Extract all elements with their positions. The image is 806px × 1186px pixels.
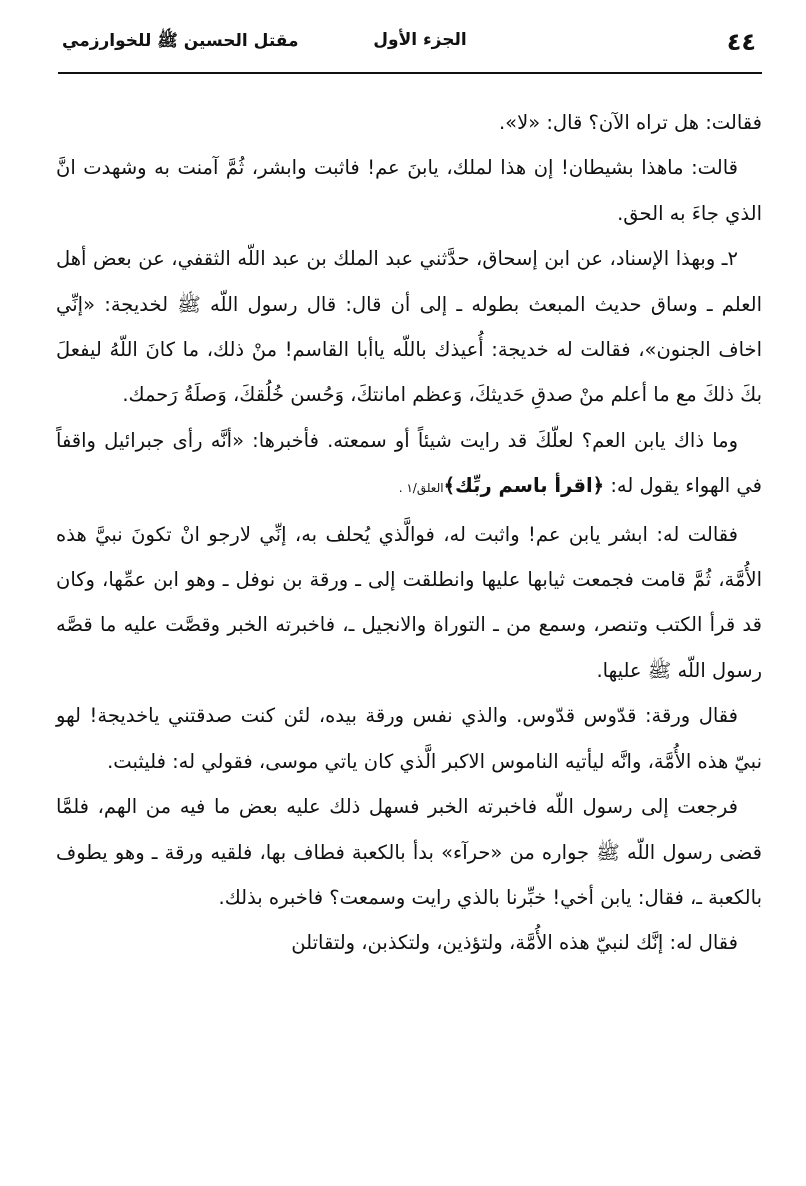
header-rule (58, 72, 762, 74)
verse-reference: العلق/١ . (398, 481, 444, 496)
paragraph-6: فقال ورقة: قدّوس قدّوس. والذي نفس ورقة بيده، لئن كنت صدقتني ياخديجة! لهو نبيّ هذه الأُمَّة، وانَّه ليأتيه الناموس الاكبر الَّذي كان ياتي موسى، فقولي له: فليثبت. (56, 704, 762, 773)
book-title: مقتل الحسين ﷺ للخوارزمي (62, 31, 299, 51)
paragraph-1: فقالت: هل تراه الآن؟ قال: «لا». (498, 111, 762, 134)
part-title: الجزء الأول (373, 30, 467, 50)
page-header (58, 28, 762, 72)
paragraph-3: ٢ـ وبهذا الإسناد، عن ابن إسحاق، حدَّثني عبد الملك بن عبد اللّه الثقفي، عن بعض أهل العلم ـ وساق حديث المبعث بطوله ـ إلى أن قال: قال رسول اللّه ﷺ لخديجة: «إنِّي اخاف الجنون»، فقالت له خديجة: أُعيذك باللّه ياأبا القاسم! منْ ذلك، ما كانَ اللّهُ ليفعلَ بكَ ذلكَ مع ما أعلم منْ صدقِ حَديثكَ، وَعظم امانتكَ، وَحُسن خُلُقكَ، وَصلَةُ رَحمك. (56, 247, 762, 407)
quran-verse: ﴿اقرأ باسم ربِّك﴾ (443, 474, 605, 498)
page-body (56, 100, 762, 966)
paragraph-8: فقال له: إنَّك لنبيّ هذه الأُمَّة، ولتؤذين، ولتكذبن، ولتقاتلن (291, 931, 738, 955)
page-number: ٤٤ (726, 28, 756, 56)
paragraph-4-text: وما ذاك يابن العم؟ لعلّكَ قد رايت شيئاً أو سمعته. فأخبرها: «أنَّه رأى جبرائيل واقفاً في الهواء يقول له: (56, 428, 762, 498)
paragraph-7: فرجعت إلى رسول اللّه فاخبرته الخبر فسهل ذلك عليه بعض ما فيه من الهم، فلمَّا قضى رسول اللّه ﷺ جواره من «حرآء» بدأ بالكعبة فطاف بها، فلقيه ورقة ـ وهو يطوف بالكعبة ـ، فقال: يابن أخي! خبِّرنا بالذي رايت وسمعت؟ فاخبره بذلك. (56, 795, 762, 909)
paragraph-2: قالت: ماهذا بشيطان! إن هذا لملك، يابنَ عم! فاثبت وابشر، ثُمَّ آمنت به وشهدت انَّ الذي جاءَ به الحق. (56, 156, 762, 225)
paragraph-4 (56, 418, 762, 512)
paragraph-5: فقالت له: ابشر يابن عم! واثبت له، فوالَّذي يُحلف به، إنِّي لارجو انْ تكونَ نبيَّ هذه الأُمَّة، ثُمَّ قامت فجمعت ثيابها عليها وانطلقت إلى ـ ورقة بن نوفل ـ وهو ابن عمِّها، وكان قد قرأ الكتب وتنصر، وسمع من ـ التوراة والانجيل ـ، فاخبرته الخبر وقصَّت عليه ما قصَّه رسول اللّه ﷺ عليها. (56, 522, 762, 682)
